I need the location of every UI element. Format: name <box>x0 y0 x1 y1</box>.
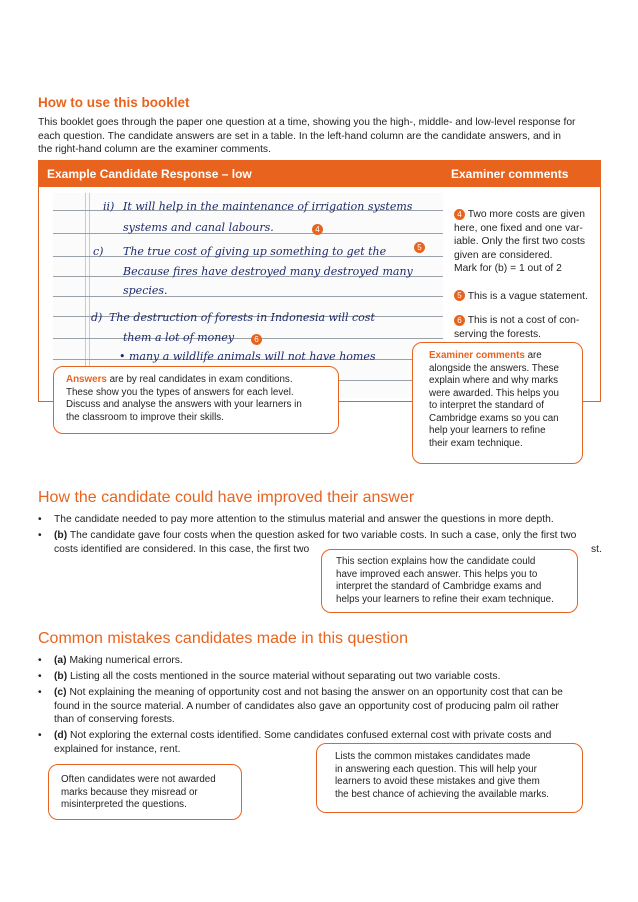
examiner-comments <box>454 208 604 341</box>
improve-heading: How the candidate could have improved their answer <box>38 489 415 506</box>
hw-line: systems and canal labours. <box>123 221 274 234</box>
left-header: Example Candidate Response – low <box>47 167 252 181</box>
hw-line: them a lot of money <box>123 331 235 344</box>
hw-line: Because fires have destroyed many destroyed many <box>123 265 413 278</box>
marker-badge: 4 <box>312 224 323 235</box>
hw-label: c) <box>93 245 104 258</box>
comment-6: 6 This is not a cost of con- serving the forests. <box>454 315 580 340</box>
intro-line: each question. The candidate answers are set in a table. In the left-hand column are the candidate answers, and in <box>38 130 561 142</box>
marker-badge: 5 <box>414 242 425 253</box>
comment-badge: 6 <box>454 315 465 326</box>
table-header <box>38 160 601 187</box>
examiner-callout: Examiner comments are alongside the answers. These explain where and why marks were awarded. This helps you to interpret the standard of Cambridge exams so you can help your learners to refine their exam technique. <box>412 342 583 464</box>
hw-line: • many a wildlife animals will not have homes <box>119 350 376 363</box>
improve-bullet: • The candidate needed to pay more attention to the stimulus material and answer the questions in more depth. <box>38 514 554 525</box>
booklet-heading: How to use this booklet <box>38 95 190 110</box>
intro-line: This booklet goes through the paper one question at a time, showing you the high-, middle- and low-level response for <box>38 117 576 128</box>
mistakes-callout: Lists the common mistakes candidates made in answering each question. This will help your learners to avoid these mistakes and give them the best chance of achieving the available marks. <box>316 743 583 813</box>
comment-5: 5 This is a vague statement. <box>454 290 604 304</box>
often-callout: Often candidates were not awarded marks because they misread or misinterpreted the questions. <box>48 764 242 820</box>
hw-label: d) <box>91 311 103 324</box>
hw-line: The destruction of forests in Indonesia will cost <box>109 311 375 324</box>
mistake-item: • (b) Listing all the costs mentioned in the source material without separating out two variable costs. <box>38 671 501 682</box>
mistakes-heading: Common mistakes candidates made in this question <box>38 630 408 647</box>
hw-label: ii) <box>103 200 115 213</box>
right-header: Examiner comments <box>451 167 569 181</box>
intro-paragraph <box>38 116 608 157</box>
mistake-item: • (c) Not explaining the meaning of opportunity cost and not basing the answer on an opportunity cost that can be found in the source material. A number of candidates also gave an opportunity cost of producing palm oil rather than of conserving forests. <box>38 687 563 725</box>
improve-tail: st. <box>591 544 602 555</box>
hw-line: species. <box>123 284 168 297</box>
comment-badge: 4 <box>454 209 465 220</box>
hw-line: The true cost of giving up something to get the <box>123 245 387 258</box>
comment-badge: 5 <box>454 290 465 301</box>
mistake-item: • (a) Making numerical errors. <box>38 655 183 666</box>
mistake-item: • (d) Not exploring the external costs identified. Some candidates confused external cost with private costs and explained for instance, rent. <box>38 730 552 755</box>
intro-line: the right-hand column are the examiner comments. <box>38 144 271 155</box>
comment-4: 4 Two more costs are given here, one fixed and one var- iable. Only the first two costs given are considered. Mark for (b) = 1 out of 2 <box>454 209 586 274</box>
answers-callout: Answers are by real candidates in exam conditions. These show you the types of answers for each level. Discuss and analyse the answers with your learners in the classroom to improve their skills. <box>53 366 339 434</box>
hw-line: It will help in the maintenance of irrigation systems <box>123 200 413 213</box>
improve-callout: This section explains how the candidate could have improved each answer. This helps you to interpret the standard of Cambridge exams and helps your learners to refine their exam technique. <box>321 549 578 613</box>
improve-bullet: • (b) The candidate gave four costs when the question asked for two variable costs. In such a case, only the first two costs identified are considered. In this case, the first two <box>38 530 577 555</box>
marker-badge: 6 <box>251 334 262 345</box>
